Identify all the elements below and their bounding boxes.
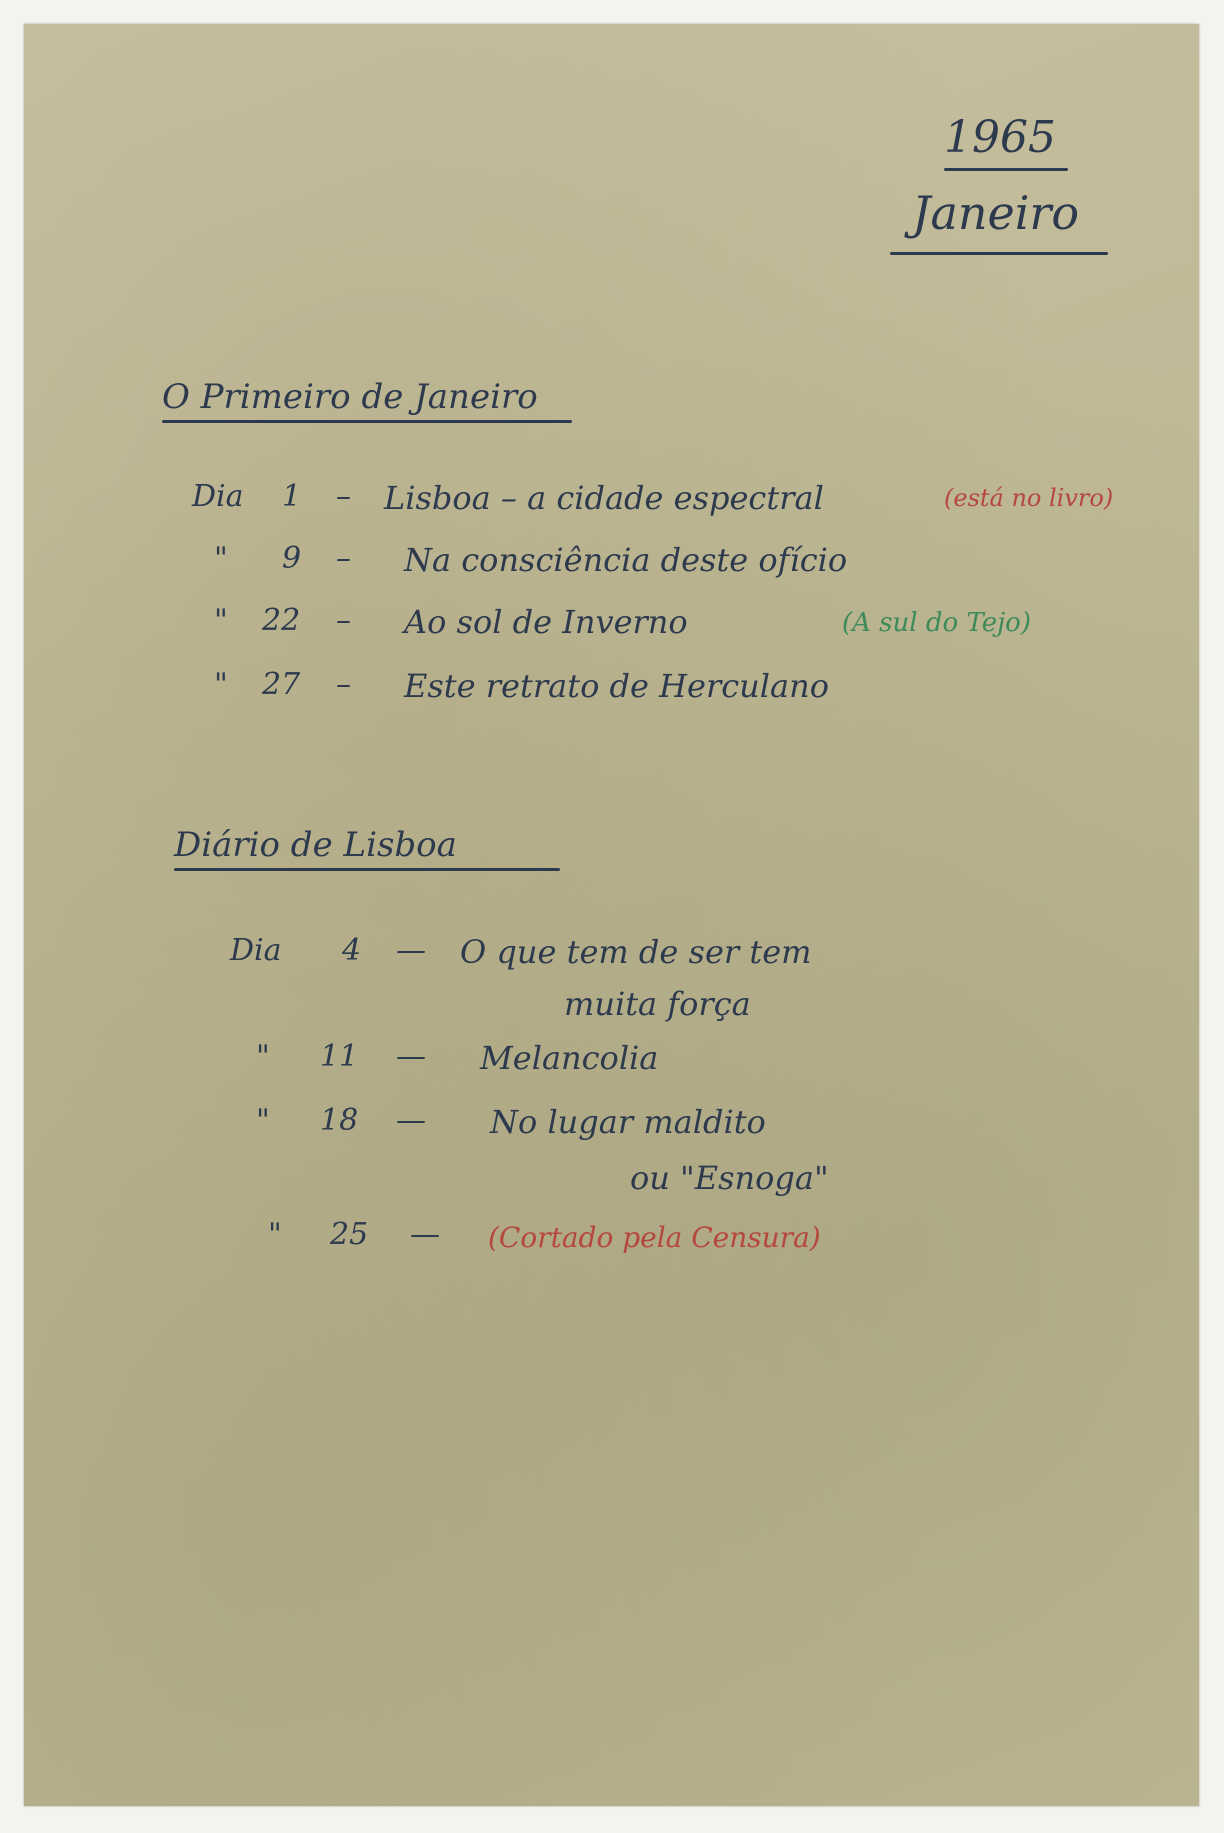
section1-entry-day: 9 xyxy=(282,541,302,576)
section2-entry-note: (Cortado pela Censura) xyxy=(488,1221,821,1254)
section1-entry-prefix: " xyxy=(214,667,228,702)
section1-entry-day: 22 xyxy=(262,603,301,638)
section2-title-underline xyxy=(174,868,560,871)
section2-entry-text: O que tem de ser tem xyxy=(460,933,812,971)
section2-entry-dash: — xyxy=(396,933,426,968)
section2-entry-prefix: " xyxy=(256,1039,270,1074)
section2-entry-day: 11 xyxy=(320,1039,359,1074)
manuscript-sheet xyxy=(24,24,1199,1806)
section1-title-underline xyxy=(162,420,572,423)
section1-entry-prefix: Dia xyxy=(192,479,244,514)
section1-entry-note: (A sul do Tejo) xyxy=(842,608,1031,638)
header-year: 1965 xyxy=(944,112,1056,163)
section1-title: O Primeiro de Janeiro xyxy=(162,377,538,417)
section2-entry-dash: — xyxy=(396,1039,426,1074)
section1-entry-text: Lisboa – a cidade espectral xyxy=(384,479,824,517)
section1-entry-note: (está no livro) xyxy=(944,484,1114,512)
section2-entry-prefix: " xyxy=(268,1217,282,1252)
section2-entry-day: 18 xyxy=(320,1103,359,1138)
section2-entry-text: Melancolia xyxy=(480,1039,659,1077)
section1-entry-day: 1 xyxy=(282,479,302,514)
section2-entry-dash: — xyxy=(396,1103,426,1138)
section1-entry-dash: – xyxy=(336,667,351,702)
section1-entry-day: 27 xyxy=(262,667,301,702)
section1-entry-prefix: " xyxy=(214,541,228,576)
section1-entry-text: Este retrato de Herculano xyxy=(404,667,829,705)
section1-entry-dash: – xyxy=(336,541,351,576)
header-month: Janeiro xyxy=(912,186,1080,240)
section2-entry-dash: — xyxy=(410,1217,440,1252)
section2-title: Diário de Lisboa xyxy=(174,825,457,865)
section1-entry-text: Ao sol de Inverno xyxy=(404,603,688,641)
header-year-underline xyxy=(944,168,1068,171)
section2-entry-day: 4 xyxy=(342,933,362,968)
section2-entry-text: No lugar maldito xyxy=(490,1103,766,1141)
section1-entry-prefix: " xyxy=(214,603,228,638)
section1-entry-dash: – xyxy=(336,479,351,514)
section2-entry-text-continued: muita força xyxy=(564,985,751,1023)
header-month-underline xyxy=(890,252,1108,255)
section2-entry-prefix: Dia xyxy=(230,933,282,968)
section2-entry-text-continued: ou "Esnoga" xyxy=(630,1159,829,1197)
section1-entry-dash: – xyxy=(336,603,351,638)
section1-entry-text: Na consciência deste ofício xyxy=(404,541,848,579)
section2-entry-day: 25 xyxy=(330,1217,369,1252)
section2-entry-prefix: " xyxy=(256,1103,270,1138)
